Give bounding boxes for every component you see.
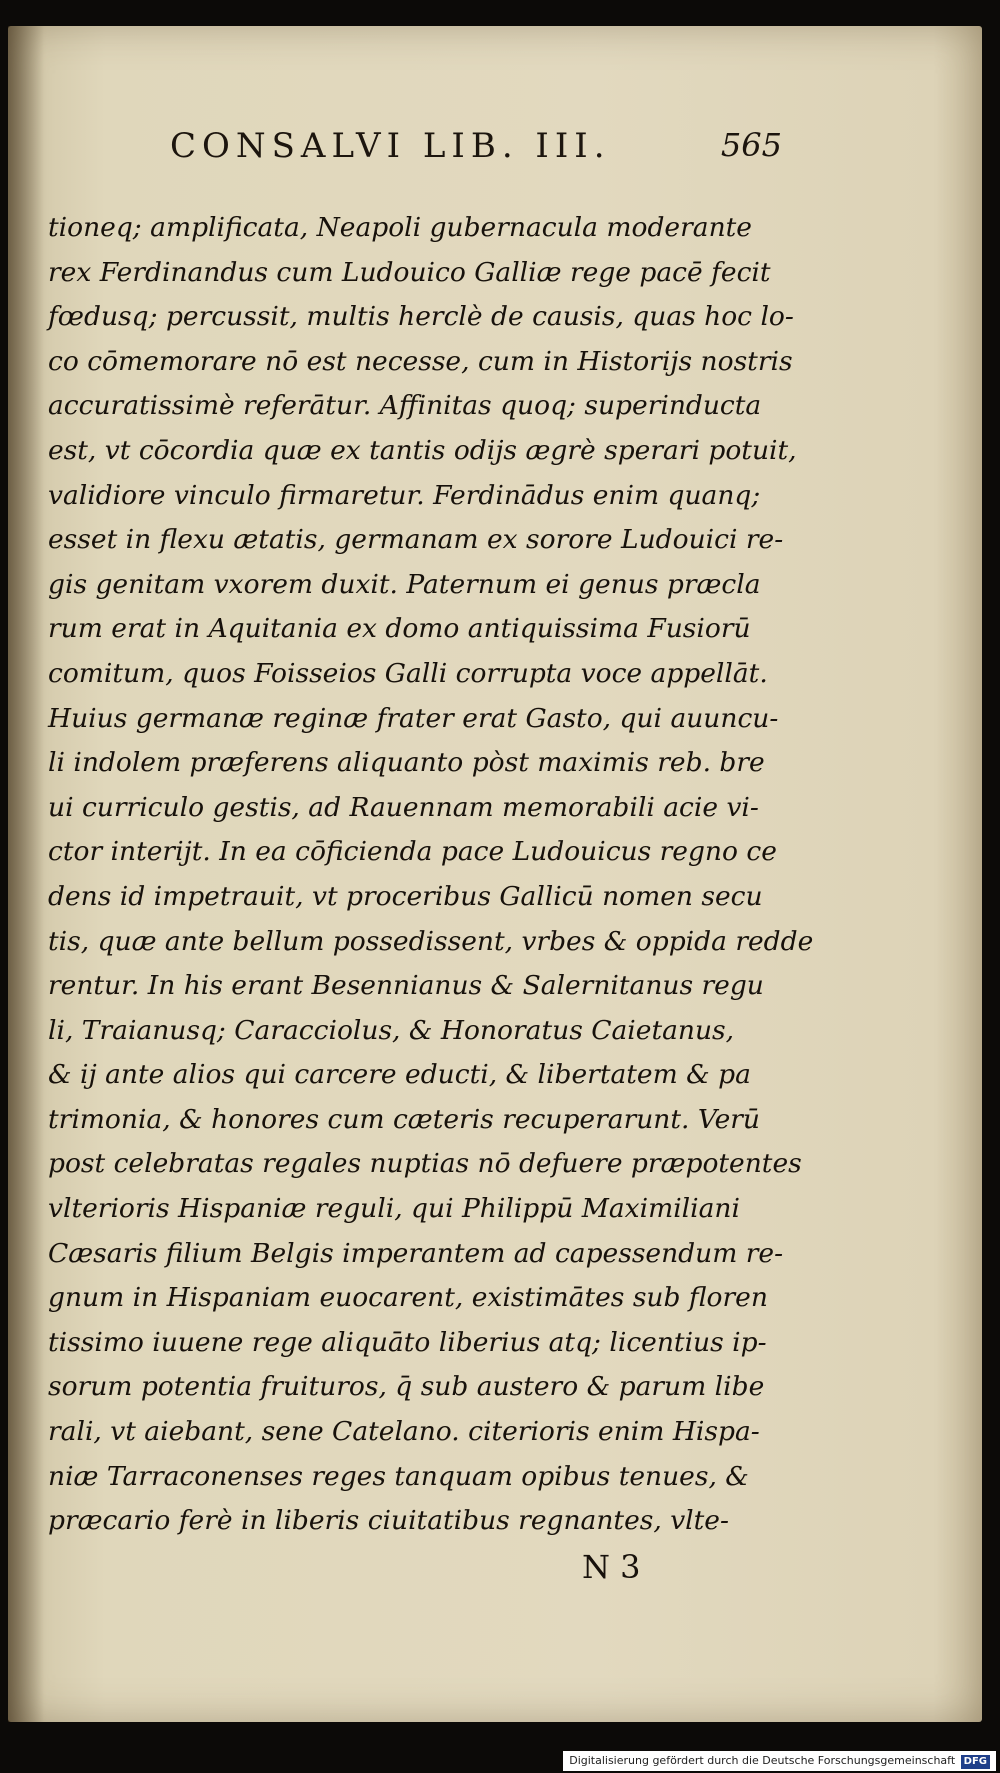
credit-text: Digitalisierung gefördert durch die Deutsche Forschungsgemeinschaft [569,1754,956,1767]
text-line: rali, vt aiebant, sene Catelano. citerioris enim Hispa- [48,1416,760,1448]
running-head-title: CONSALVI LIB. III. [170,126,611,166]
text-line: post celebratas regales nuptias nō defuere præpotentes [48,1148,802,1180]
page-gutter-shadow [8,26,44,1722]
text-line: accuratissimè referātur. Affinitas quoq; superinducta [48,390,762,422]
text-line: trimonia, & honores cum cæteris recuperarunt. Verū [48,1103,760,1135]
dfg-logo: DFG [961,1755,990,1769]
text-line: li indolem præferens aliquanto pòst maximis reb. bre [48,747,765,779]
text-line: dens id impetrauit, vt proceribus Gallicū nomen secu [48,880,763,912]
text-line: gis genitam vxorem duxit. Paternum ei genus præcla [48,568,761,600]
digitization-credit [563,1751,996,1771]
text-line: rum erat in Aquitania ex domo antiquissima Fusiorū [48,613,751,645]
body-text [48,206,814,1544]
text-line: niæ Tarraconenses reges tanquam opibus tenues, & [48,1460,749,1492]
text-line: sorum potentia fruituros, q̄ sub austero & parum libe [48,1371,765,1403]
text-line: est, vt cōcordia quæ ex tantis odijs ægrè sperari potuit, [48,434,797,466]
text-line: Huius germanæ reginæ frater erat Gasto, qui auuncu- [48,702,779,734]
running-head [170,126,782,186]
text-line: comitum, quos Foisseios Galli corrupta voce appellāt. [48,657,768,689]
text-line: rentur. In his erant Besennianus & Salernitanus regu [48,970,764,1002]
page-number: 565 [720,126,782,164]
text-line: ui curriculo gestis, ad Rauennam memorabili acie vi- [48,791,759,823]
text-line: li, Traianusq; Caracciolus, & Honoratus Caietanus, [48,1014,735,1046]
text-line: rex Ferdinandus cum Ludouico Galliæ rege pacē fecit [48,256,771,288]
text-line: Cæsaris filium Belgis imperantem ad capessendum re- [48,1237,784,1269]
text-line: tis, quæ ante bellum possedissent, vrbes & oppida redde [48,925,814,957]
text-line: ctor interijt. In ea cōficienda pace Ludouicus regno ce [48,836,777,868]
text-line: tioneq; amplificata, Neapoli gubernacula moderante [48,212,752,243]
text-line: fœdusq; percussit, multis herclè de causis, quas hoc lo- [48,301,794,333]
text-line: co cōmemorare nō est necesse, cum in Historijs nostris [48,345,793,377]
signature-mark: N 3 [582,1548,641,1586]
text-line: esset in flexu ætatis, germanam ex sorore Ludouici re- [48,524,784,556]
book-page [8,26,982,1722]
text-line: validiore vinculo firmaretur. Ferdinādus enim quanq; [48,479,761,511]
text-line: vlterioris Hispaniæ reguli, qui Philippū Maximiliani [48,1193,740,1225]
text-line: tissimo iuuene rege aliquāto liberius atq; licentius ip- [48,1326,767,1358]
text-line: præcario ferè in liberis ciuitatibus regnantes, vlte- [48,1505,729,1537]
text-line: & ij ante alios qui carcere educti, & libertatem & pa [48,1059,751,1091]
text-line: gnum in Hispaniam euocarent, existimātes sub floren [48,1282,768,1314]
